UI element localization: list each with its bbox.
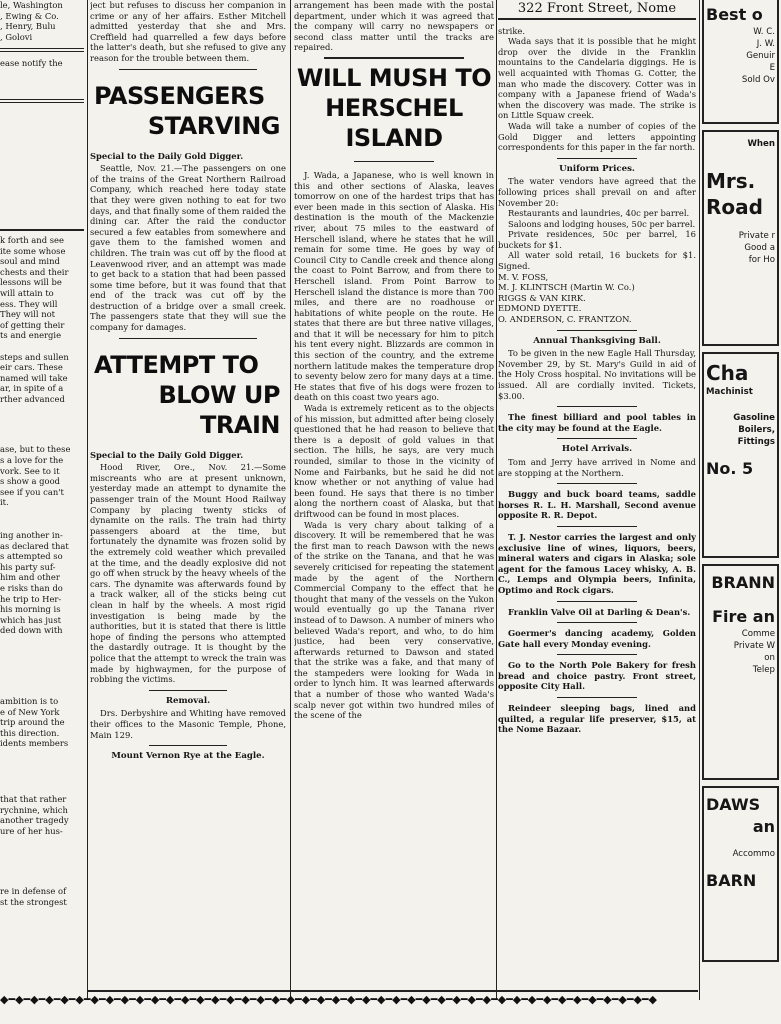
text-line: , Henry, Bulu (0, 21, 56, 32)
text-line: ar, in spite of a (0, 383, 64, 394)
wada-cont: strike. (498, 25, 526, 36)
text-line: st the strongest (0, 896, 67, 907)
story-passengers: Seattle, Nov. 21.—The passengers on one of the trains of the Great Northern Railroad Company, which reached here today state that they were given nothing to eat for two days, and that finally some of them raided the dining car. After the raid the conductor secured a few eatables from somewhere and gave them to the famished women and children. The train was cut off by the flood at Leavenwood river, and an attempt was made to get back to a station that had been passed some time before, but it was found that that end of the track was cut off by the destruction of a bridge over a small creek. The passengers state that they will sue the company for damages. (90, 163, 286, 333)
ad1-lines (706, 26, 775, 86)
col2-intro: arrangement has been made with the postal department, under which it was agreed that the company will carry no newspapers or second class matter until the tracks are repaired. (294, 0, 494, 53)
wada-cont-p1: Wada says that it is possible that he might drop over the divide in the Franklin mountains to the Candelaria diggings. He is well acquainted with Thomas G. Cotter, the man who made the discovery. Cotter was in company with a Japanese friend of Wada's when the discovery was made. The strike is on Little Squaw creek. (498, 36, 696, 121)
text-line: EDMOND DYETTE. (498, 303, 582, 314)
text-line: Private W (733, 641, 775, 651)
rye-ad: Mount Vernon Rye at the Eagle. (111, 751, 265, 762)
uniform-prices-title: Uniform Prices. (559, 163, 635, 174)
text-line: him and other (0, 572, 60, 583)
ad5-bottom: BARN (706, 871, 757, 890)
col0-middle-lines (0, 235, 84, 405)
uniform-p2: Restaurants and laundries, 40c per barrel. (508, 208, 690, 219)
text-line: s attempted so (0, 551, 63, 562)
col0-lines-b (0, 444, 84, 508)
col0-lines-f (0, 886, 84, 907)
ad3-lines (706, 412, 775, 448)
text-line: Genuir (746, 51, 775, 61)
ad2-lines (706, 230, 775, 266)
headline-starving: STARVING (147, 111, 280, 140)
text-line: as declared that (0, 540, 69, 551)
text-line: Comme (741, 629, 775, 639)
text-line: trip around the (0, 717, 65, 728)
text-line: vork. See to it (0, 465, 60, 476)
text-line: E (769, 63, 775, 73)
text-line: his morning is (0, 604, 61, 615)
column-3 (498, 0, 696, 990)
text-line: Gasoline (733, 413, 775, 423)
text-line: , Ewing & Co. (0, 10, 59, 21)
uniform-p1: The water vendors have agreed that the following prices shall prevail on and after November 20: (498, 176, 696, 208)
text-line: his party suf- (0, 561, 56, 572)
wada-p1: J. Wada, a Japanese, who is well known in this and other sections of Alaska, leaves tomorrow on one of the hardest trips that has ever been made in this section of Alaska. His destination is the mouth of the Mackenzie river, about 75 miles to the eastward of Herschell island, where he states that he will remain for some time. He goes by way of Council City to Candle creek and thence along the coast to Point Barrow, and from there to Herschell island. From Point Barrow to Herschell island the distance is more than 700 miles, and there are no roadhouse or habitations of white people on the route. He states that there are but three native villages, and that it will be necessary for him to pitch his tent every night. Blizzards are common in this section of the country, and the extreme northern latitude makes the temperature drop to seventy below zero for many days at a time. He states that five of his dogs were frozen to death on this coast two years ago. (294, 169, 494, 403)
text-line: it. (0, 497, 9, 508)
uniform-p5: All water sold retail, 16 buckets for $1. Signed. (498, 250, 696, 272)
ad3-title: Cha (706, 361, 749, 385)
text-line: ite some whose (0, 245, 66, 256)
text-line: rychnine, which (0, 804, 68, 815)
text-line: M. J. KLINTSCH (Martin W. Co.) (498, 282, 635, 293)
text-line: Accommo (732, 849, 775, 859)
removal-title: Removal. (165, 695, 211, 706)
ad1-title: Best o (706, 5, 763, 24)
text-line: J. W. (756, 39, 775, 49)
ad-mrs-road (702, 130, 779, 346)
text-line: ure of her hus- (0, 825, 63, 836)
col0-top-lines (0, 0, 84, 42)
text-line: this direction. (0, 727, 60, 738)
ad-brann (702, 564, 779, 780)
franklin-ad: Franklin Valve Oil at Darling & Dean's. (508, 606, 691, 617)
headline-attempt: ATTEMPT TO (94, 350, 259, 379)
text-line: ing another in- (0, 530, 63, 541)
column-ads (702, 0, 781, 990)
text-line: ts and energie (0, 330, 62, 341)
ad4-title: BRANN (711, 573, 775, 592)
wada-p3: Wada is very chary about talking of a discovery. It will be remembered that he was the first man to reach Dawson with the news of the strike on the Tanana, and that he was severely criticised for repeating the statement made by the agent of the Northern Commercial Company to the effect that he thought that many of the vessels on the Yukon would eventually go up the Tanana river instead of to Dawson. A number of miners who believed Wada's report, and who, to do him justice, had been very conservative, afterwards returned to Dawson and stated that the strike was a fake, and that many of the stampeders were looking for Wada in order to lynch him. It was learned afterwards that a number of those who wanted Wada's scalp never got within two hundred miles of the scene of the (294, 519, 494, 721)
text-line: s a love for the (0, 455, 64, 466)
reindeer-ad: Reindeer sleeping bags, lined and quilted, a regular life preserver, $15, at the Nome Bazaar. (498, 703, 696, 735)
text-line: on (764, 653, 775, 663)
col1-intro: ject but refuses to discuss her companion in crime or any of her affairs. Esther Mitchell admitted yesterday that she and Mrs. Creffield had quarrelled a few days before the latter's death, but she refused to give any reason for the trouble between them. (90, 0, 286, 63)
ad5-title: DAWS (706, 795, 761, 814)
northpole-ad: Go to the North Pole Bakery for fresh bread and choice pastry. Front street, opposite City Hall. (498, 660, 696, 692)
text-line: for Ho (748, 255, 775, 265)
text-line: , Golovi (0, 31, 33, 42)
text-line: steps and sullen (0, 351, 69, 362)
ad2-big1: Mrs. (706, 169, 756, 193)
buggy-ad: Buggy and buck board teams, saddle horses R. L. H. Marshall, Second avenue opposite R. R. Depot. (498, 489, 696, 521)
text-line: e risks than do (0, 583, 63, 593)
story-train: Hood River, Ore., Nov. 21.—Some miscreants who are at present unknown, yesterday made an attempt to dynamite the passenger train of the Mount Hood Railway Company by placing twenty sticks of dynamite on the rails. The train had thirty passengers aboard at the time, but fortunately the dynamite was frozen solid by the extremely cold weather which prevailed at the time, and the deadly explosive did not go off when struck by the heavy wheels of the cars. The dynamite was afterwards found by a track walker, all of the sticks being cut clean in half by the wheels. A most rigid investigation is being made by the authorities, but it is stated that there is little hope of finding the persons who attempted the dastardly outrage. It is thought by the police that the attempt to wreck the train was made by highwaymen, for the purpose of robbing the victims. (90, 462, 286, 685)
ad-best (702, 0, 779, 124)
text-line: Private r (738, 231, 775, 241)
goermer-ad: Goermer's dancing academy, Golden Gate hall every Monday evening. (498, 628, 696, 649)
wada-p2: Wada is extremely reticent as to the objects of his mission, but admitted after being closely questioned that he had reason to believe that there is a deposit of gold values in that section. The hills, he says, are very much rounded, similar to those in the vicinity of Nome and Fairbanks, but he said he did not know whether or not anything of value had been found. He says that there is no timber along the northern coast of Alaska, but that driftwood can be found in most places. (294, 403, 494, 519)
ad5-lines (706, 848, 775, 860)
text-line: RIGGS & VAN KIRK. (498, 292, 586, 303)
text-line: he trip to Her- (0, 593, 62, 604)
text-line: Boilers, (738, 425, 775, 435)
headline-passengers: PASSENGERS (94, 81, 265, 110)
ad4-mid: Fire an (712, 607, 775, 626)
text-line: that that rather (0, 793, 67, 804)
ad5-mid: an (752, 817, 775, 836)
text-line: k forth and see (0, 234, 64, 245)
text-line: eir cars. These (0, 362, 63, 373)
text-line: will attain to (0, 287, 54, 298)
col0-line: ease notify the (0, 58, 63, 69)
text-line (0, 341, 84, 352)
text-line: re in defense of (0, 886, 67, 897)
wada-cont-p2: Wada will take a number of copies of the Gold Digger and letters appointing correspondents for this paper in the far north. (498, 120, 696, 153)
text-line: They will not (0, 309, 55, 320)
removal-text: Drs. Derbyshire and Whiting have removed their offices to the Masonic Temple, Phone, Main 129. (90, 708, 286, 740)
text-line: soul and mind (0, 256, 60, 267)
text-line: ess. They will (0, 298, 58, 309)
headline-herschel-island: HERSCHEL ISLAND (325, 93, 463, 152)
signers-list (498, 272, 696, 325)
uniform-p3: Saloons and lodging houses, 50c per barrel. (508, 218, 696, 229)
bottom-rule (88, 990, 698, 992)
text-line: Good a (744, 243, 775, 253)
text-line: e of New York (0, 706, 60, 717)
ad2-big2: Road (706, 195, 763, 219)
ad-cha (702, 352, 779, 558)
masthead-address: 322 Front Street, Nome (498, 0, 696, 20)
ad3-sub: Machinist (706, 387, 753, 397)
ad-daws (702, 786, 779, 962)
text-line: ambition is to (0, 695, 59, 706)
headline-will-mush: WILL MUSH TO (296, 63, 492, 92)
text-line: Telep (752, 665, 775, 675)
text-line: another tragedy (0, 815, 69, 826)
text-line: which has just (0, 614, 61, 625)
text-line: see if you can't (0, 486, 64, 497)
ad2-small: When (747, 139, 775, 149)
hotel-title: Hotel Arrivals. (561, 444, 633, 455)
nestor-ad: T. J. Nestor carries the largest and only exclusive line of wines, liquors, beers, mineral waters and cigars in Alaska; sole agent for the famous Lacey whisky, A. B. C., Lemps and Olympia beers, Infinita, Optimo and Rock cigars. (498, 531, 696, 595)
text-line: chests and their (0, 266, 69, 277)
byline: Special to the Daily Gold Digger. (90, 449, 244, 460)
column-1 (90, 0, 286, 990)
column-left-fragment (0, 0, 84, 990)
text-line: W. C. (753, 27, 775, 37)
text-line: named will take (0, 372, 68, 383)
ball-text: To be given in the new Eagle Hall Thursday, November 29, by St. Mary's Guild in aid of the Holy Cross hospital. No invitations will be issued. All are cordially invited. Tickets, $3.00. (498, 348, 696, 401)
col0-lines-c (0, 530, 84, 636)
ad3-no: No. 5 (706, 459, 754, 478)
column-2 (294, 0, 494, 990)
text-line: of getting their (0, 319, 65, 330)
diamond-border-ornament: ◆━◆━◆━◆━◆━◆━◆━◆━◆━◆━◆━◆━◆━◆━◆━◆━◆━◆━◆━◆━◆━◆━◆━◆━◆━◆━◆━◆━◆━◆━◆━◆━◆━◆━◆━◆━◆━◆━◆━◆━◆━◆━◆━◆ (0, 993, 657, 1006)
headline-blow-up-train: BLOW UP TRAIN (158, 380, 280, 439)
billiard-ad: The finest billiard and pool tables in the city may be found at the Eagle. (498, 412, 696, 433)
text-line: Sold Ov (741, 75, 775, 85)
text-line: O. ANDERSON, C. FRANTZON. (498, 314, 632, 325)
text-line: le, Washington (0, 0, 63, 10)
byline: Special to the Daily Gold Digger. (90, 150, 244, 161)
text-line: idents members (0, 738, 69, 749)
text-line: lessons will be (0, 277, 62, 288)
uniform-p4: Private residences, 50c per barrel, 16 buckets for $1. (498, 229, 696, 250)
ball-title: Annual Thanksgiving Ball. (533, 335, 661, 346)
col0-lines-e (0, 794, 84, 836)
text-line: ase, but to these (0, 444, 71, 455)
hotel-text: Tom and Jerry have arrived in Nome and are stopping at the Northern. (498, 456, 696, 478)
text-line: M. V. FOSS, (498, 271, 549, 282)
text-line: s show a good (0, 476, 60, 487)
ad4-lines (706, 628, 775, 676)
text-line: ded down with (0, 625, 63, 636)
text-line: Fittings (737, 437, 775, 447)
text-line: rther advanced (0, 393, 65, 404)
col0-lines-d (0, 696, 84, 749)
